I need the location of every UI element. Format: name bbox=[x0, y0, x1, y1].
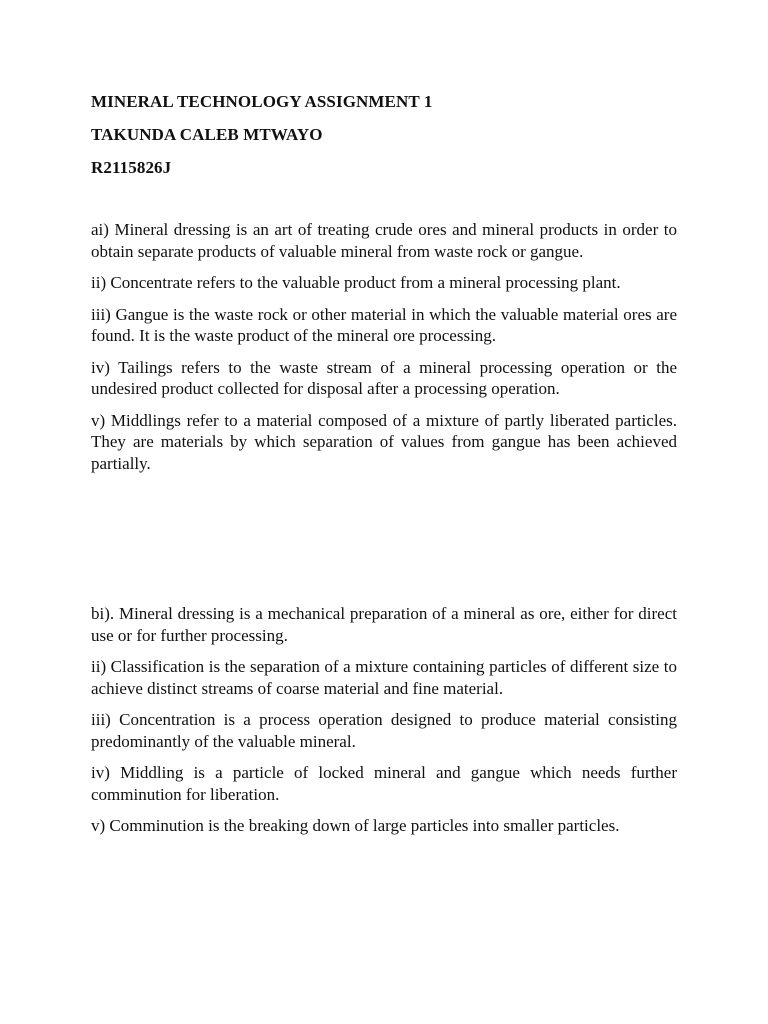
answer-paragraph: ii) Classification is the separation of a mixture containing particles of different size to achieve distinct streams of coarse material and fine material. bbox=[91, 657, 677, 698]
answer-paragraph: bi). Mineral dressing is a mechanical preparation of a mineral as ore, either for direct use or for further processing. bbox=[91, 604, 677, 645]
assignment-title: MINERAL TECHNOLOGY ASSIGNMENT 1 bbox=[91, 92, 433, 111]
answer-paragraph: ii) Concentrate refers to the valuable product from a mineral processing plant. bbox=[91, 273, 621, 292]
document-header bbox=[91, 91, 691, 190]
section-a-answers bbox=[91, 219, 677, 484]
answer-paragraph: ai) Mineral dressing is an art of treating crude ores and mineral products in order to obtain separate products of valuable mineral from waste rock or gangue. bbox=[91, 220, 677, 261]
answer-paragraph: iii) Gangue is the waste rock or other material in which the valuable material ores are found. It is the waste product of the mineral ore processing. bbox=[91, 304, 677, 345]
student-name: TAKUNDA CALEB MTWAYO bbox=[91, 125, 323, 144]
answer-paragraph: iv) Tailings refers to the waste stream of a mineral processing operation or the undesired product collected for disposal after a processing operation. bbox=[91, 357, 677, 398]
registration-number: R2115826J bbox=[91, 158, 172, 177]
answer-paragraph: v) Comminution is the breaking down of large particles into smaller particles. bbox=[91, 816, 620, 835]
answer-paragraph: v) Middlings refer to a material composed of a mixture of partly liberated particles. They are materials by which separation of values from gangue has been achieved partially. bbox=[91, 410, 677, 473]
answer-paragraph: iv) Middling is a particle of locked mineral and gangue which needs further comminution for liberation. bbox=[91, 763, 677, 804]
answer-paragraph: iii) Concentration is a process operation designed to produce material consisting predominantly of the valuable mineral. bbox=[91, 710, 677, 751]
section-b-answers bbox=[91, 603, 677, 847]
